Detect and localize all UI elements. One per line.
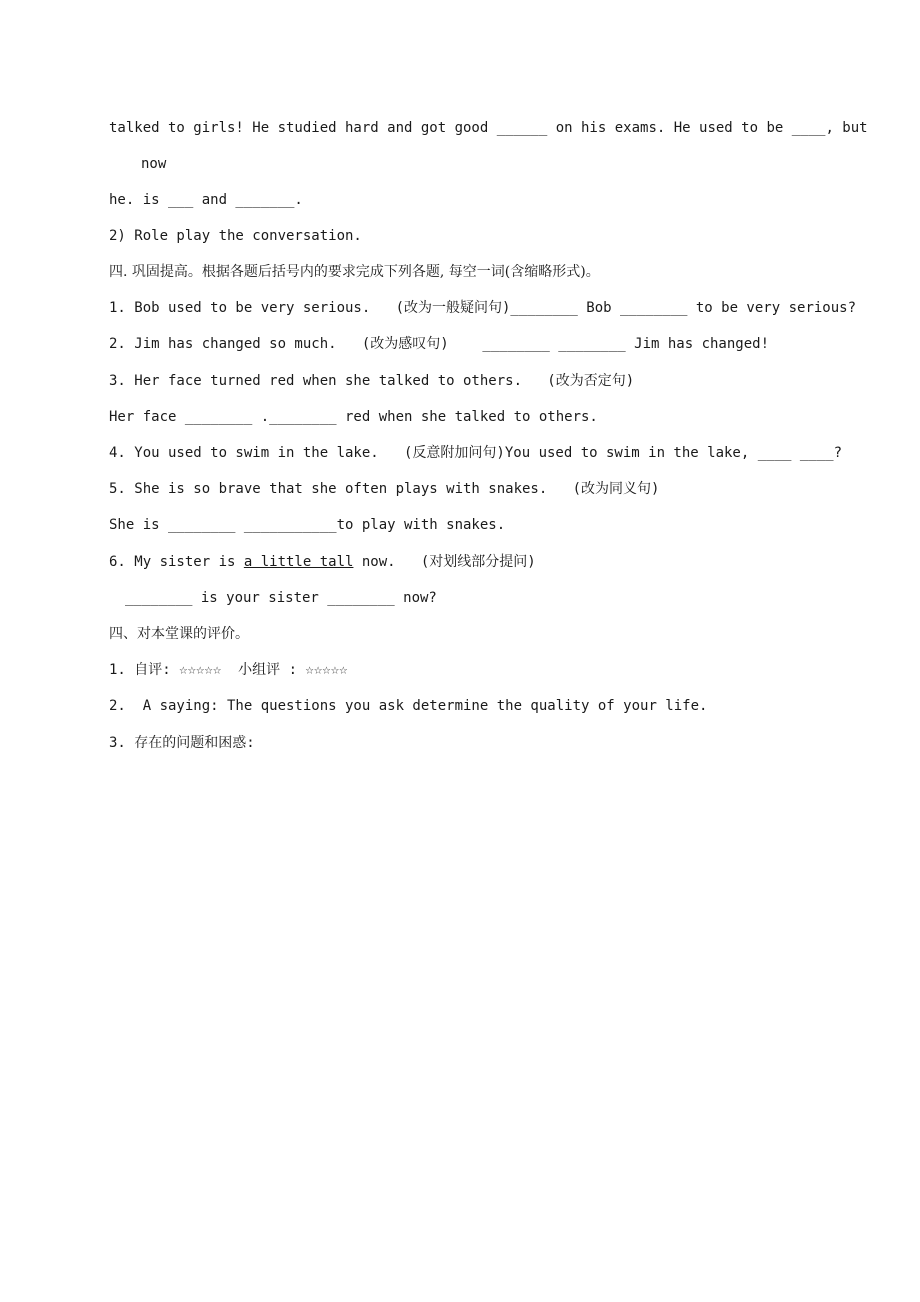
self-evaluation: 1. 自评: ☆☆☆☆☆ 小组评 : ☆☆☆☆☆ xyxy=(109,662,348,678)
role-play-instruction: 2) Role play the conversation. xyxy=(109,228,362,244)
saying: 2. A saying: The questions you ask determine the quality of your life. xyxy=(109,698,708,714)
exercise-5: 5. She is so brave that she often plays with snakes. (改为同义句) xyxy=(109,481,660,497)
exercise-3: 3. Her face turned red when she talked to others. (改为否定句) xyxy=(109,373,635,389)
passage-line-1: talked to girls! He studied hard and got good ______ on his exams. He used to be ____, but xyxy=(109,120,868,136)
section-heading-consolidate: 四. 巩固提高。根据各题后括号内的要求完成下列各题, 每空一词(含缩略形式)。 xyxy=(109,264,600,280)
exercise-1: 1. Bob used to be very serious. (改为一般疑问句)________ Bob ________ to be very serious? xyxy=(109,300,857,316)
passage-line-3: he. is ___ and _______. xyxy=(109,192,303,208)
exercise-2: 2. Jim has changed so much. (改为感叹句) ________ ________ Jim has changed! xyxy=(109,336,770,352)
exercise-6-answer: ________ is your sister ________ now? xyxy=(125,590,437,606)
exercise-3-answer: Her face ________ .________ red when she talked to others. xyxy=(109,409,598,425)
exercise-5-answer: She is ________ ___________to play with snakes. xyxy=(109,517,506,533)
exercise-4: 4. You used to swim in the lake. (反意附加问句)You used to swim in the lake, ____ ____? xyxy=(109,445,843,461)
section-heading-evaluation: 四、对本堂课的评价。 xyxy=(109,626,249,642)
passage-line-2: now xyxy=(141,156,167,172)
exercise-6-suffix: now. (对划线部分提问) xyxy=(353,554,536,570)
problems-and-confusion: 3. 存在的问题和困惑: xyxy=(109,735,255,751)
exercise-6-underlined: a little tall xyxy=(243,554,354,570)
exercise-6 xyxy=(109,552,536,572)
exercise-6-prefix: 6. My sister is xyxy=(109,554,244,570)
